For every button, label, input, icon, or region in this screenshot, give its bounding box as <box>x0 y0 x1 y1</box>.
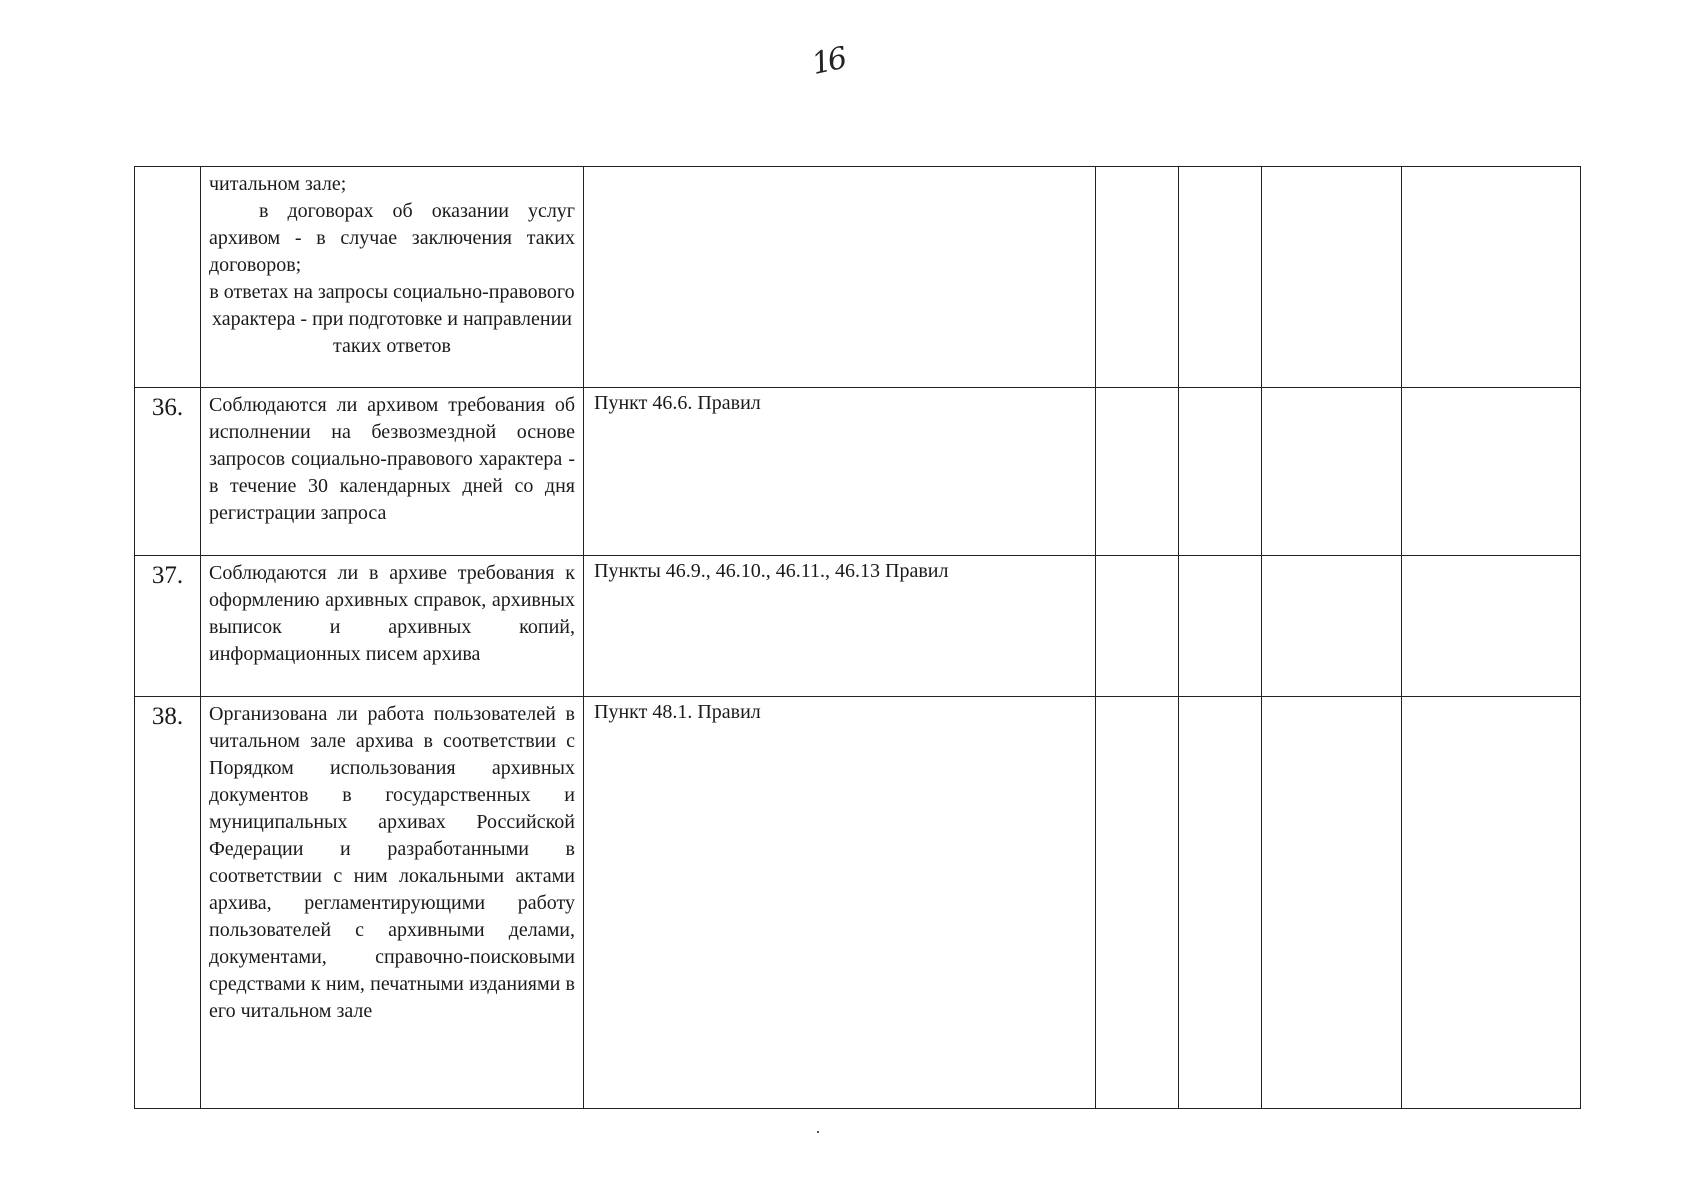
reference-cell <box>584 167 1096 388</box>
empty-cell <box>1179 697 1262 1109</box>
empty-cell <box>1096 556 1179 697</box>
row-number: 36. <box>135 388 201 556</box>
table-row-continuation <box>135 167 1581 388</box>
empty-cell <box>1402 388 1581 556</box>
page-number: 16 <box>808 41 848 82</box>
scan-speck <box>817 1131 819 1133</box>
empty-cell <box>1402 697 1581 1109</box>
row-number: 38. <box>135 697 201 1109</box>
question-cell: Соблюдаются ли в архиве требования к оформлению архивных справок, архивных выписок и архивных копий, информационных писем архива <box>201 556 584 697</box>
empty-cell <box>1402 556 1581 697</box>
empty-cell <box>1179 388 1262 556</box>
checklist-table <box>134 166 1581 1109</box>
checklist-table-container <box>134 166 1580 1109</box>
reference-cell: Пункты 46.9., 46.10., 46.11., 46.13 Правил <box>584 556 1096 697</box>
reference-cell: Пункт 48.1. Правил <box>584 697 1096 1109</box>
row-number: 37. <box>135 556 201 697</box>
table-row <box>135 697 1581 1109</box>
question-cell: Организована ли работа пользователей в читальном зале архива в соответствии с Порядком использования архивных документов в государственных и муниципальных архивах Российской Федерации и разработанными в соответствии с ним локальными актами архива, регламентирующими работу пользователей с архивными делами, документами, справочно-поисковыми средствами к ним, печатными изданиями в его читальном зале <box>201 697 584 1109</box>
question-part: читальном зале; <box>209 173 347 195</box>
empty-cell <box>1402 167 1581 388</box>
empty-cell <box>1096 697 1179 1109</box>
table-row <box>135 556 1581 697</box>
empty-cell <box>1096 388 1179 556</box>
question-part: в ответах на запросы социально-правового характера - при подготовке и направлении таких ответов <box>209 281 575 357</box>
empty-cell <box>1262 697 1402 1109</box>
question-cell <box>201 167 584 388</box>
empty-cell <box>1262 388 1402 556</box>
row-number <box>135 167 201 388</box>
empty-cell <box>1179 556 1262 697</box>
question-cell: Соблюдаются ли архивом требования об исполнении на безвозмездной основе запросов социально-правового характера - в течение 30 календарных дней со дня регистрации запроса <box>201 388 584 556</box>
empty-cell <box>1262 167 1402 388</box>
question-part: в договорах об оказании услуг архивом - в случае заключения таких договоров; <box>209 200 575 276</box>
empty-cell <box>1096 167 1179 388</box>
empty-cell <box>1262 556 1402 697</box>
empty-cell <box>1179 167 1262 388</box>
reference-cell: Пункт 46.6. Правил <box>584 388 1096 556</box>
table-row <box>135 388 1581 556</box>
